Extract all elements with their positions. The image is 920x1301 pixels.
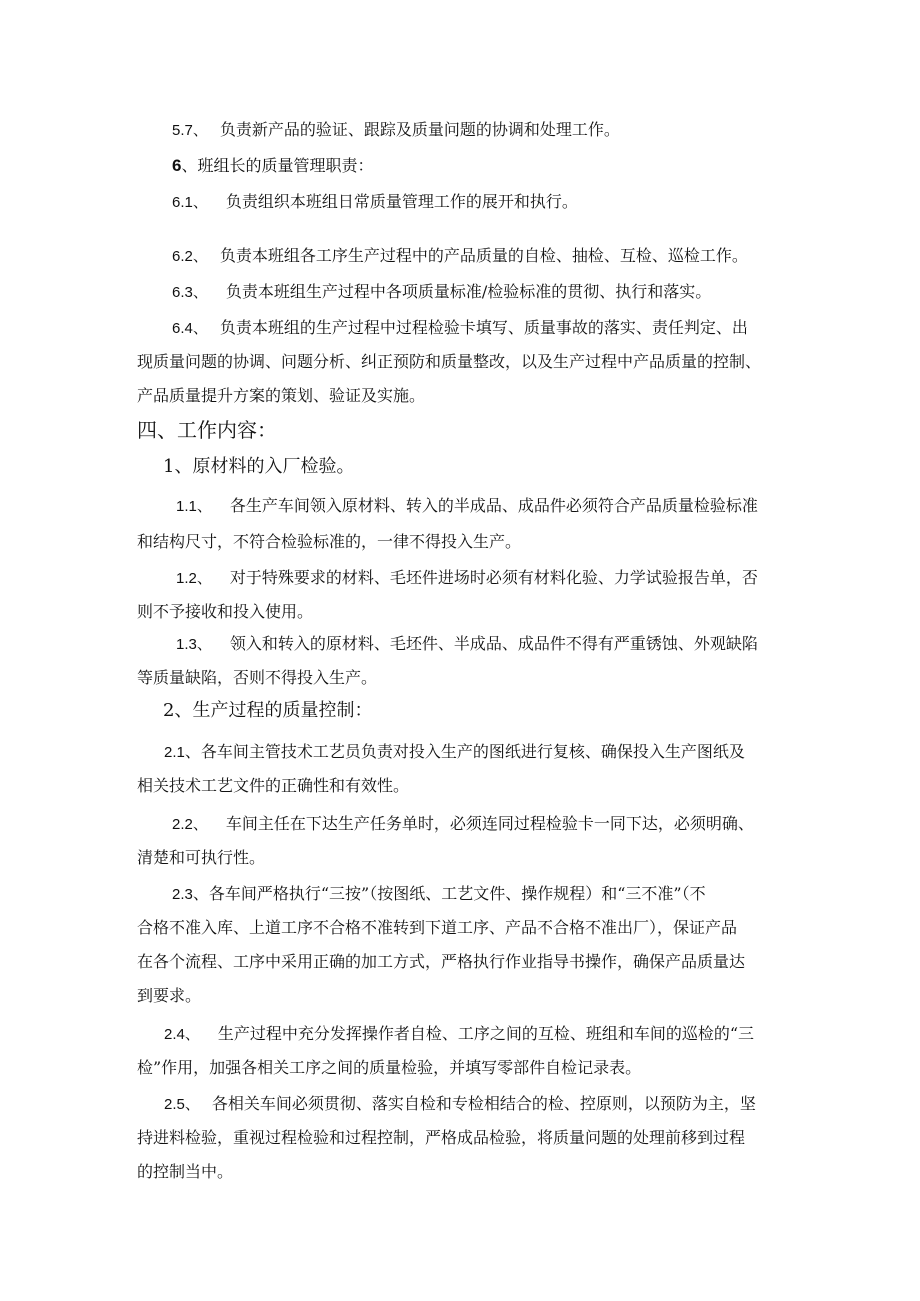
section-4-title: 四、工作内容： [137,418,277,442]
item-6-4-line-2: 现质量问题的协调、问题分析、纠正预防和质量整改，以及生产过程中产品质量的控制、 [137,352,762,371]
item-2-4-line-2: 检”作用，加强各相关工序之间的质量检验，并填写零部件自检记录表。 [137,1058,642,1077]
item-2-3-line-3: 在各个流程、工序中采用正确的加工方式，严格执行作业指导书操作，确保产品质量达 [137,952,746,971]
item-text: 生产过程中充分发挥操作者自检、工序之间的互检、班组和车间的巡检的“三 [217,1024,755,1043]
item-text: 、各车间严格执行“三按”（按图纸、工艺文件、操作规程）和“三不准”（不 [192,884,706,903]
item-5-7 [172,120,620,141]
item-1-1 [176,496,758,517]
item-2-3-line-4: 到要求。 [137,986,202,1005]
item-number: 2.2、 [172,816,208,833]
section-6-title [172,156,373,176]
item-1-3-line-2: 等质量缺陷，否则不得投入生产。 [137,668,378,687]
item-2-1-line-2: 相关技术工艺文件的正确性和有效性。 [137,776,410,795]
item-text: 负责组织本班组日常质量管理工作的展开和执行。 [225,192,578,211]
item-2-3 [172,884,706,905]
item-text: 负责本班组各工序生产过程中的产品质量的自检、抽检、互检、巡检工作。 [219,246,748,265]
item-number: 6.4、 [172,320,208,337]
item-text: 车间主任在下达生产任务单时，必须连同过程检验卡一同下达，必须明确、 [225,814,754,833]
item-1-2 [176,568,758,589]
item-text: 负责本班组生产过程中各项质量标准/检验标准的贯彻、执行和落实。 [225,282,712,301]
item-number: 2.3 [172,886,193,903]
item-2-2-line-2: 清楚和可执行性。 [137,848,266,867]
item-text: 各相关车间必须贯彻、落实自检和专检相结合的检、控原则，以预防为主，坚 [211,1094,756,1113]
item-number: 2.4、 [164,1026,200,1043]
item-number: 5.7、 [172,122,208,139]
item-6-4 [172,318,748,339]
section-text: 、班组长的质量管理职责： [181,156,374,175]
item-6-4-line-3: 产品质量提升方案的策划、验证及实施。 [137,386,426,405]
item-2-1 [164,742,745,763]
item-2-4 [164,1024,754,1045]
section-number: 6 [172,156,182,175]
item-number: 1.3、 [176,636,212,653]
item-number: 1.1、 [176,498,212,515]
item-1-3 [176,634,758,655]
item-2-5 [164,1094,756,1115]
item-number: 6.3、 [172,284,208,301]
item-text: 各生产车间领入原材料、转入的半成品、成品件必须符合产品质量检验标准 [229,496,758,515]
item-6-3 [172,282,711,303]
item-number: 1.2、 [176,570,212,587]
item-1-1-line-2: 和结构尺寸，不符合检验标准的，一律不得投入生产。 [137,532,522,551]
subsection-2-title: 2、生产过程的质量控制： [163,700,373,721]
item-number: 2.1 [164,744,185,761]
item-number: 6.1、 [172,194,208,211]
item-6-2 [172,246,748,267]
item-2-5-line-2: 持进料检验，重视过程检验和过程控制，严格成品检验，将质量问题的处理前移到过程 [137,1128,746,1147]
item-text: 负责本班组的生产过程中过程检验卡填写、质量事故的落实、责任判定、出 [219,318,748,337]
item-text: 领入和转入的原材料、毛坯件、半成品、成品件不得有严重锈蚀、外观缺陷 [229,634,758,653]
item-2-3-line-2: 合格不准入库、上道工序不合格不准转到下道工序、产品不合格不准出厂），保证产品 [137,918,738,937]
item-number: 2.5、 [164,1096,200,1113]
item-text: 对于特殊要求的材料、毛坯件进场时必须有材料化验、力学试验报告单，否 [229,568,758,587]
item-2-5-line-3: 的控制当中。 [137,1162,234,1181]
item-text: 、各车间主管技术工艺员负责对投入生产的图纸进行复核、确保投入生产图纸及 [184,742,745,761]
item-text: 负责新产品的验证、跟踪及质量问题的协调和处理工作。 [219,120,620,139]
item-number: 6.2、 [172,248,208,265]
item-6-1 [172,192,578,213]
item-1-2-line-2: 则不予接收和投入使用。 [137,602,314,621]
subsection-1-title: 1、原材料的入厂检验。 [163,456,355,477]
item-2-2 [172,814,754,835]
